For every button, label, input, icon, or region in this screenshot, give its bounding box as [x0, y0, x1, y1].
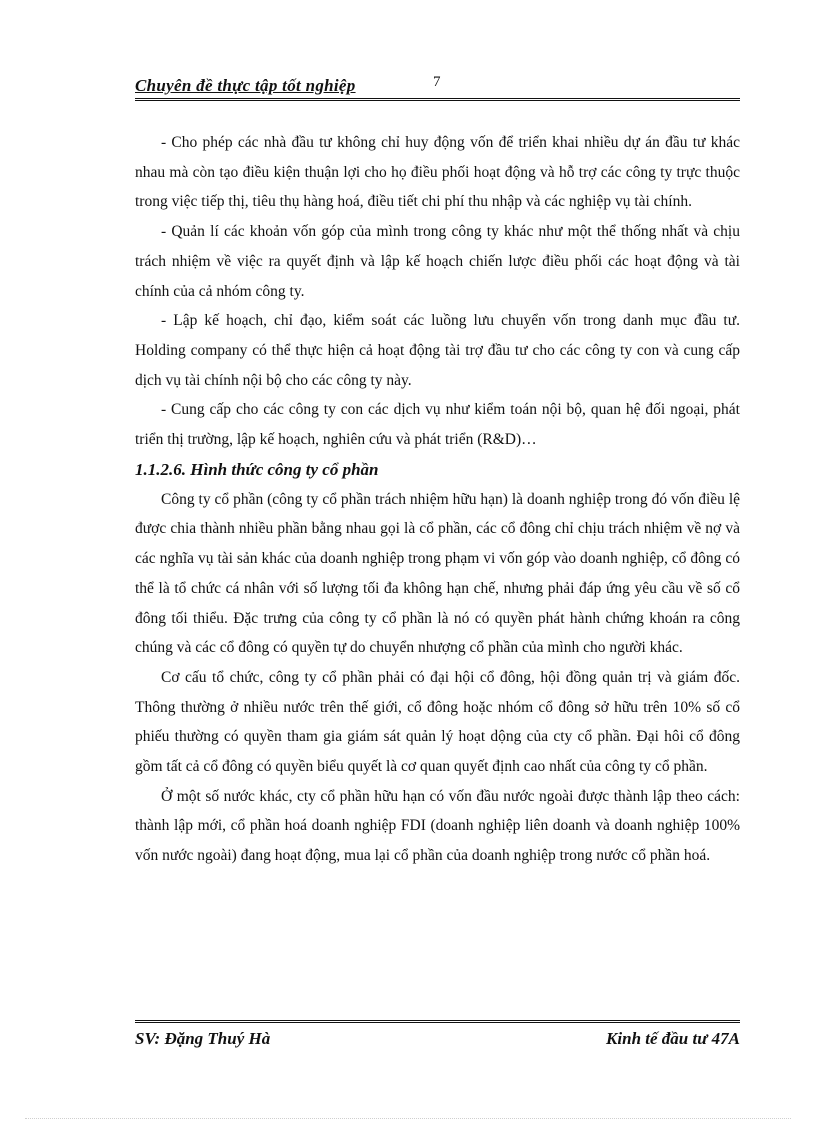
page-number: 7 — [433, 74, 441, 90]
paragraph: - Quản lí các khoản vốn góp của mình trong công ty khác như một thể thống nhất và chịu trách nhiệm về việc ra quyết định và lập kế hoạch chiến lược điều phối các hoạt động và tài chính của cả nhóm công ty. — [135, 223, 740, 300]
paragraph: Công ty cổ phần (công ty cổ phần trách nhiệm hữu hạn) là doanh nghiệp trong đó vốn điều lệ được chia thành nhiều phần bằng nhau gọi là cổ phần, các cổ đông chỉ chịu trách nhiệm về nợ và các nghĩa vụ tài sản khác của doanh nghiệp trong phạm vi vốn góp vào doanh nghiệp, cổ đông có thể là tổ chức cá nhân với số lượng tối đa không hạn chế, nhưng phải đáp ứng yêu cầu về số cổ đông tối thiểu. Đặc trưng của công ty cổ phần là nó có quyền phát hành chứng khoán ra công chúng và các cổ đông có quyền tự do chuyển nhượng cổ phần của mình cho người khác. — [135, 490, 740, 657]
paragraph: - Cung cấp cho các công ty con các dịch vụ như kiểm toán nội bộ, quan hệ đối ngoại, phát triển thị trường, lập kế hoạch, nghiên cứu và phát triển (R&D)… — [135, 401, 740, 449]
page-header — [135, 76, 740, 101]
page-footer — [135, 1020, 740, 1055]
section-heading: 1.1.2.6. Hình thức công ty cổ phần — [135, 459, 379, 479]
paragraph: Ở một số nước khác, cty cổ phần hữu hạn có vốn đầu nước ngoài được thành lập theo cách: thành lập mới, cổ phần hoá doanh nghiệp FDI (doanh nghiệp liên doanh và doanh nghiệp 100% vốn nước ngoài) đang hoạt động, mua lại cổ phần của doanh nghiệp trong nước cổ phần hoá. — [135, 787, 740, 865]
header-title: Chuyên đề thực tập tốt nghiệp — [135, 76, 356, 95]
paragraph: - Cho phép các nhà đầu tư không chỉ huy động vốn để triển khai nhiều dự án đầu tư khác nhau mà còn tạo điều kiện thuận lợi cho họ điều phối hoạt động và hỗ trợ các công ty trực thuộc trong việc tiếp thị, tiêu thụ hàng hoá, điều tiết chi phí thu nhập và các nghiệp vụ tài chính. — [135, 134, 740, 211]
document-body — [135, 128, 740, 871]
paragraph: Cơ cấu tổ chức, công ty cổ phần phải có đại hội cổ đông, hội đồng quản trị và giám đốc. Thông thường ở nhiều nước trên thế giới, cổ đông hoặc nhóm cổ đông sở hữu trên 10% số cổ phiếu thường có quyền tham gia giám sát quản lý hoạt dộng của cty cổ phần. Đại hôi cổ đông gồm tất cả cổ đông có quyền biểu quyết là cơ quan quyết định cao nhất của công ty cổ phần. — [135, 668, 740, 776]
footer-author: SV: Đặng Thuý Hà — [135, 1029, 271, 1048]
page-bottom-divider — [25, 1118, 791, 1119]
paragraph: - Lập kế hoạch, chỉ đạo, kiểm soát các luồng lưu chuyển vốn trong danh mục đầu tư. Holding company có thể thực hiện cả hoạt động tài trợ đầu tư cho các công ty con và cung cấp dịch vụ tài chính nội bộ cho các công ty này. — [135, 312, 740, 389]
footer-class: Kinh tế đầu tư 47A — [606, 1029, 740, 1048]
